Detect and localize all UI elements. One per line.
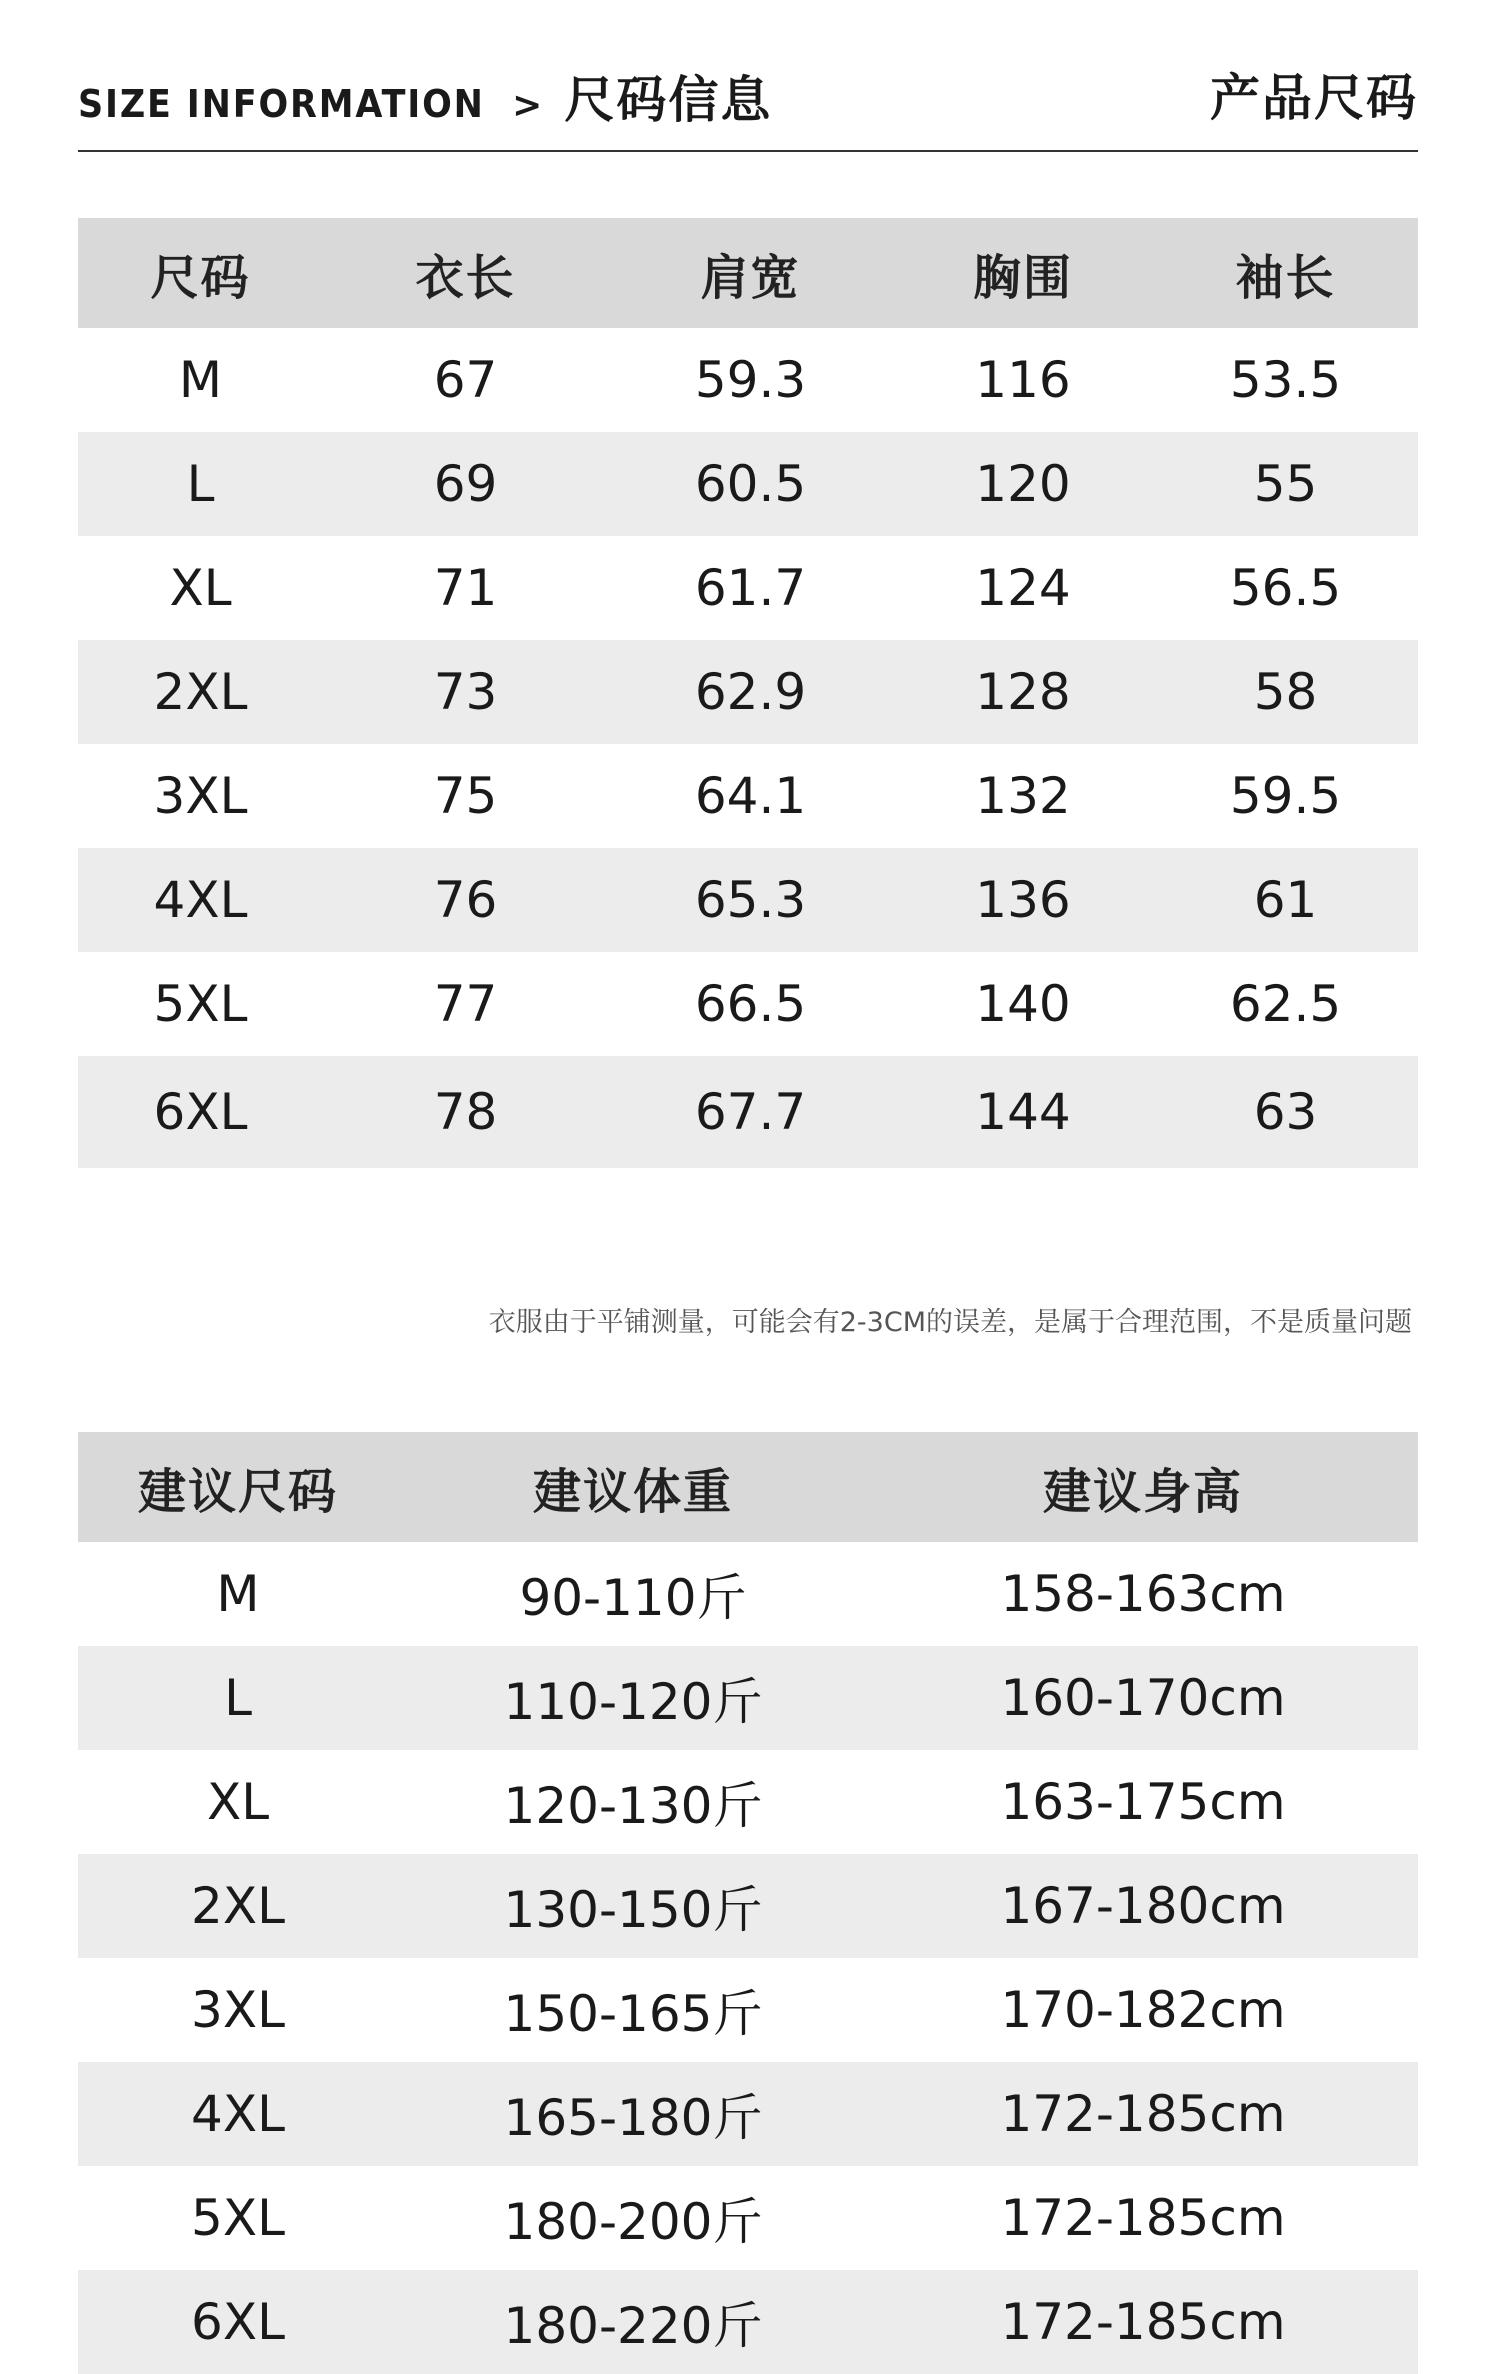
column-header: 建议体重 bbox=[398, 1432, 868, 1542]
table-row bbox=[78, 848, 1418, 952]
table-cell: 61 bbox=[1153, 848, 1418, 952]
table-row bbox=[78, 328, 1418, 432]
table-cell: 71 bbox=[433, 559, 498, 617]
table-cell: 61.7 bbox=[694, 559, 807, 617]
chevron-right-icon: > bbox=[512, 85, 543, 126]
table-row bbox=[78, 952, 1418, 1056]
table-cell: 58 bbox=[1153, 640, 1418, 744]
table-row bbox=[78, 1854, 1418, 1958]
column-header: 衣长 bbox=[323, 218, 608, 328]
table-cell: 3XL bbox=[191, 1981, 285, 2039]
table-cell: 6XL bbox=[78, 1056, 323, 1168]
table-cell: 124 bbox=[975, 559, 1071, 617]
header-divider bbox=[78, 150, 1418, 152]
table-cell: 63 bbox=[1153, 1056, 1418, 1168]
table-row bbox=[78, 1958, 1418, 2062]
table-cell: M bbox=[178, 351, 223, 409]
table-cell: 59.5 bbox=[1229, 767, 1342, 825]
table-cell: 132 bbox=[975, 767, 1071, 825]
column-header: 肩宽 bbox=[608, 218, 893, 328]
table-cell: 73 bbox=[323, 640, 608, 744]
table-cell: 110-120斤 bbox=[398, 1646, 868, 1750]
table-cell: 78 bbox=[323, 1056, 608, 1168]
table-cell: 5XL bbox=[191, 2189, 285, 2247]
size-table-header-row bbox=[78, 218, 1418, 328]
table-cell: 180-200斤 bbox=[503, 2193, 763, 2251]
table-cell: 64.1 bbox=[694, 767, 807, 825]
table-cell: 6XL bbox=[78, 2270, 398, 2374]
table-cell: 77 bbox=[433, 975, 498, 1033]
table-cell: 62.5 bbox=[1229, 975, 1342, 1033]
english-title: SIZE INFORMATION bbox=[78, 82, 485, 126]
column-header: 建议尺码 bbox=[78, 1432, 398, 1542]
column-header: 建议身高 bbox=[868, 1432, 1418, 1542]
recommendation-table bbox=[78, 1432, 1418, 2374]
table-row bbox=[78, 432, 1418, 536]
table-cell: 163-175cm bbox=[1000, 1773, 1286, 1831]
table-cell: 66.5 bbox=[694, 975, 807, 1033]
table-cell: 60.5 bbox=[608, 432, 893, 536]
table-cell: 160-170cm bbox=[868, 1646, 1418, 1750]
size-table bbox=[78, 218, 1418, 1168]
table-cell: XL bbox=[206, 1773, 270, 1831]
table-cell: 62.9 bbox=[608, 640, 893, 744]
table-row bbox=[78, 2062, 1418, 2166]
table-cell: 5XL bbox=[153, 975, 248, 1033]
page-header bbox=[78, 52, 1418, 129]
column-header: 尺码 bbox=[78, 218, 323, 328]
table-cell: 158-163cm bbox=[1000, 1565, 1286, 1623]
table-cell: 4XL bbox=[78, 848, 323, 952]
table-cell: 172-185cm bbox=[868, 2062, 1418, 2166]
table-cell: 2XL bbox=[78, 1854, 398, 1958]
table-cell: 67 bbox=[433, 351, 498, 409]
table-cell: 172-185cm bbox=[1000, 2189, 1286, 2247]
table-cell: 165-180斤 bbox=[398, 2062, 868, 2166]
table-cell: 4XL bbox=[78, 2062, 398, 2166]
table-cell: 116 bbox=[975, 351, 1071, 409]
table-cell: 130-150斤 bbox=[398, 1854, 868, 1958]
chinese-title: 尺码信息 bbox=[564, 71, 773, 129]
table-cell: 144 bbox=[893, 1056, 1153, 1168]
column-header: 袖长 bbox=[1153, 218, 1418, 328]
table-cell: M bbox=[216, 1565, 260, 1623]
table-cell: 69 bbox=[323, 432, 608, 536]
table-cell: 3XL bbox=[153, 767, 248, 825]
table-cell: 120-130斤 bbox=[503, 1777, 763, 1835]
table-cell: 172-185cm bbox=[868, 2270, 1418, 2374]
table-row bbox=[78, 640, 1418, 744]
table-cell: 2XL bbox=[78, 640, 323, 744]
table-cell: XL bbox=[169, 559, 232, 617]
table-cell: 170-182cm bbox=[1000, 1981, 1286, 2039]
table-cell: 140 bbox=[975, 975, 1071, 1033]
table-cell: 65.3 bbox=[608, 848, 893, 952]
table-cell: 90-110斤 bbox=[519, 1569, 747, 1627]
table-cell: 136 bbox=[893, 848, 1153, 952]
table-row bbox=[78, 536, 1418, 640]
table-cell: 150-165斤 bbox=[503, 1985, 763, 2043]
product-size-title: 产品尺码 bbox=[1210, 69, 1418, 127]
table-cell: 76 bbox=[323, 848, 608, 952]
table-cell: 180-220斤 bbox=[398, 2270, 868, 2374]
table-row bbox=[78, 2166, 1418, 2270]
table-cell: 67.7 bbox=[608, 1056, 893, 1168]
table-cell: 55 bbox=[1153, 432, 1418, 536]
table-cell: 56.5 bbox=[1229, 559, 1342, 617]
table-row bbox=[78, 1646, 1418, 1750]
table-row bbox=[78, 1542, 1418, 1646]
table-cell: 59.3 bbox=[694, 351, 807, 409]
table-cell: 167-180cm bbox=[868, 1854, 1418, 1958]
measurement-note: 衣服由于平铺测量，可能会有2-3CM的误差，是属于合理范围，不是质量问题 bbox=[488, 1307, 1412, 1338]
column-header: 胸围 bbox=[893, 218, 1153, 328]
table-cell: 53.5 bbox=[1229, 351, 1342, 409]
table-cell: 75 bbox=[433, 767, 498, 825]
table-cell: 128 bbox=[893, 640, 1153, 744]
table-row bbox=[78, 744, 1418, 848]
table-row bbox=[78, 1750, 1418, 1854]
table-cell: 120 bbox=[893, 432, 1153, 536]
table-row bbox=[78, 1056, 1418, 1168]
table-cell: L bbox=[78, 432, 323, 536]
table-cell: L bbox=[78, 1646, 398, 1750]
table-row bbox=[78, 2270, 1418, 2374]
recommendation-header-row bbox=[78, 1432, 1418, 1542]
header-left bbox=[78, 60, 772, 132]
